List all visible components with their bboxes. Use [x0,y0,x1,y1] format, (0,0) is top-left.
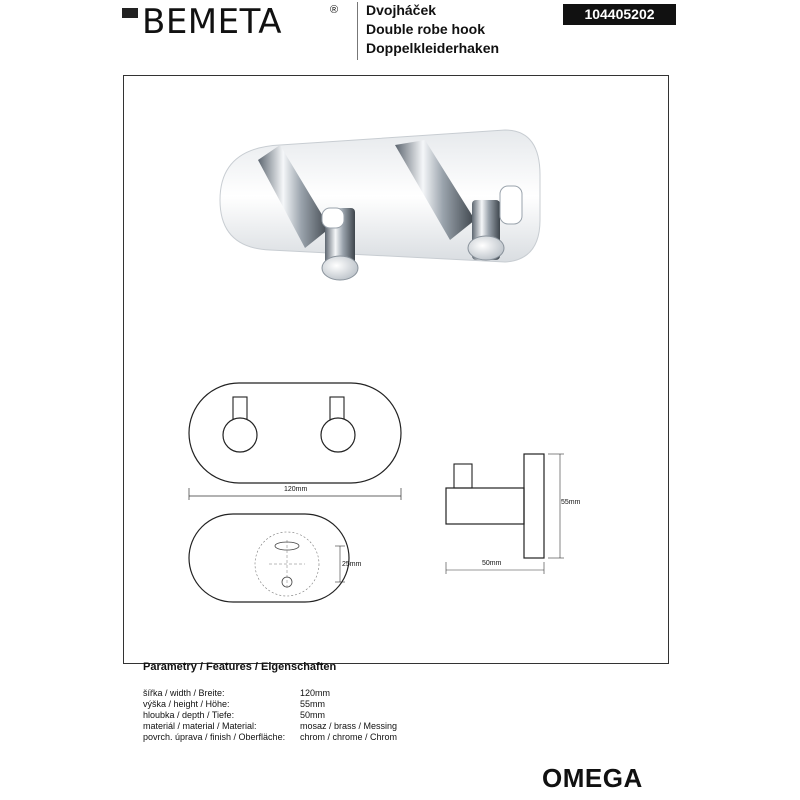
header-divider [357,2,358,60]
spec-value: 50mm [300,710,326,720]
spec-label: výška / height / Höhe: [143,699,230,709]
specs-heading: Parametry / Features / Eigenschaften [143,661,337,673]
brand-name: BEMETA [142,2,283,42]
logo-mark-icon [122,8,138,18]
side-view-drawing [440,450,580,580]
spec-value: chrom / chrome / Chrom [300,732,398,742]
spec-label: materiál / material / Material: [143,721,257,731]
series-name: OMEGA [542,763,643,793]
spec-label: povrch. úprava / finish / Oberfläche: [143,732,286,742]
title-de: Doppelkleiderhaken [366,40,500,56]
mount-dimension: 25mm [342,561,362,568]
product-photo [210,100,570,320]
spec-label: šířka / width / Breite: [143,688,225,698]
product-code-badge: 104405202 [563,4,676,25]
registered-mark: ® [330,4,339,16]
spec-value: 120mm [300,688,331,698]
spec-label: hloubka / depth / Tiefe: [143,710,235,720]
title-en: Double robe hook [366,21,485,37]
title-cz: Dvojháček [366,2,437,18]
spec-value: 55mm [300,699,326,709]
height-dimension: 55mm [561,499,581,506]
depth-dimension: 50mm [482,560,502,567]
brand-logo [122,2,342,42]
width-dimension: 120mm [284,486,308,493]
spec-value: mosaz / brass / Messing [300,721,398,731]
